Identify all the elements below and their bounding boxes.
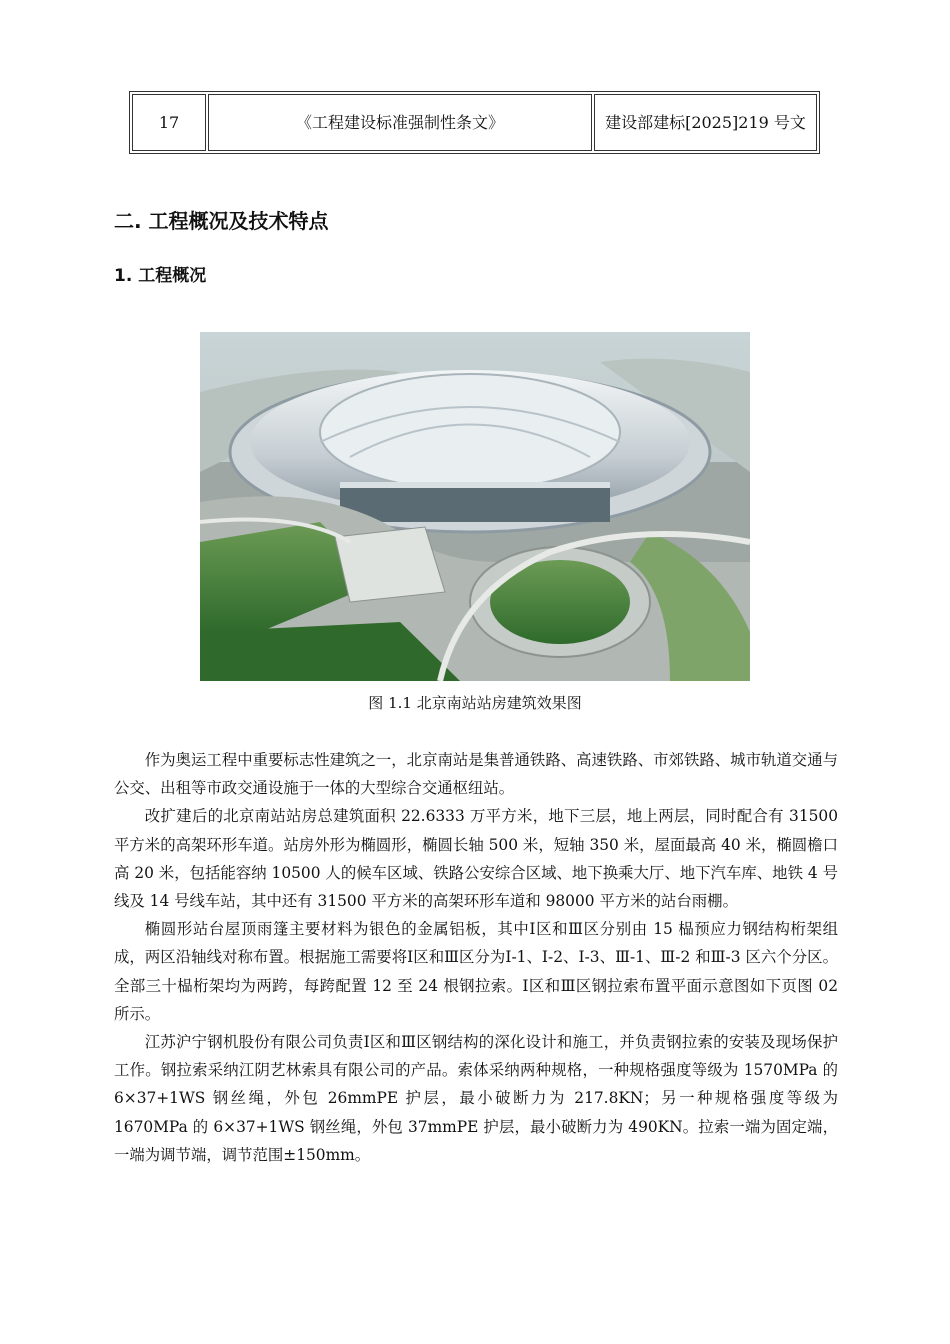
- station-rendering-image: [200, 332, 750, 681]
- reference-table: [129, 91, 820, 154]
- paragraph-roof-structure: 椭圆形站台屋顶雨篷主要材料为银色的金属铝板，其中Ⅰ区和Ⅲ区分别由 15 榀预应力钢结构桁架组成，两区沿轴线对称布置。根据施工需要将Ⅰ区和Ⅲ区分为Ⅰ-1、Ⅰ-2、Ⅰ-3、Ⅲ-1、Ⅲ-2 和Ⅲ-3 区六个分区。全部三十榀桁架均为两跨，每跨配置 12 至 24 根钢拉索。Ⅰ区和Ⅲ区钢拉索布置平面示意图如下页图 02 所示。: [114, 920, 838, 1023]
- row-number: 17: [132, 94, 206, 151]
- paragraph-cable-spec: 江苏沪宁钢机股份有限公司负责Ⅰ区和Ⅲ区钢结构的深化设计和施工，并负责钢拉索的安装及现场保护工作。钢拉索采纳江阴艺林索具有限公司的产品。索体采纳两种规格，一种规格强度等级为 1570MPa 的 6×37+1WS 钢丝绳，外包 26mmPE 护层，最小破断力为 217.8KN；另一种规格强度等级为 1670MPa 的 6×37+1WS 钢丝绳，外包 37mmPE 护层，最小破断力为 490KN。拉索一端为固定端，一端为调节端，调节范围±150mm。: [114, 1033, 838, 1164]
- figure-caption: 图 1.1 北京南站站房建筑效果图: [368, 694, 582, 712]
- issuer-reference: 建设部建标[2025]219 号文: [594, 94, 817, 151]
- section-heading: 二. 工程概况及技术特点: [114, 209, 329, 233]
- paragraph-overview: 作为奥运工程中重要标志性建筑之一，北京南站是集普通铁路、高速铁路、市郊铁路、城市轨道交通与公交、出租等市政交通设施于一体的大型综合交通枢纽站。: [114, 751, 838, 798]
- table-row: [132, 94, 817, 151]
- station-rendering-drawing: [200, 332, 750, 681]
- subsection-heading: 1. 工程概况: [114, 266, 207, 286]
- document-title: 《工程建设标准强制性条文》: [208, 94, 592, 151]
- paragraph-dimensions: 改扩建后的北京南站站房总建筑面积 22.6333 万平方米，地下三层，地上两层，同时配合有 31500 平方米的高架环形车道。站房外形为椭圆形，椭圆长轴 500 米，短轴 350 米，屋面最高 40 米，椭圆檐口高 20 米，包括能容纳 10500 人的候车区域、铁路公安综合区域、地下换乘大厅、地下汽车库、地铁 4 号线及 14 号线车站，其中还有 31500 平方米的高架环形车道和 98000 平方米的站台雨棚。: [114, 807, 838, 911]
- body-text: [114, 746, 838, 1169]
